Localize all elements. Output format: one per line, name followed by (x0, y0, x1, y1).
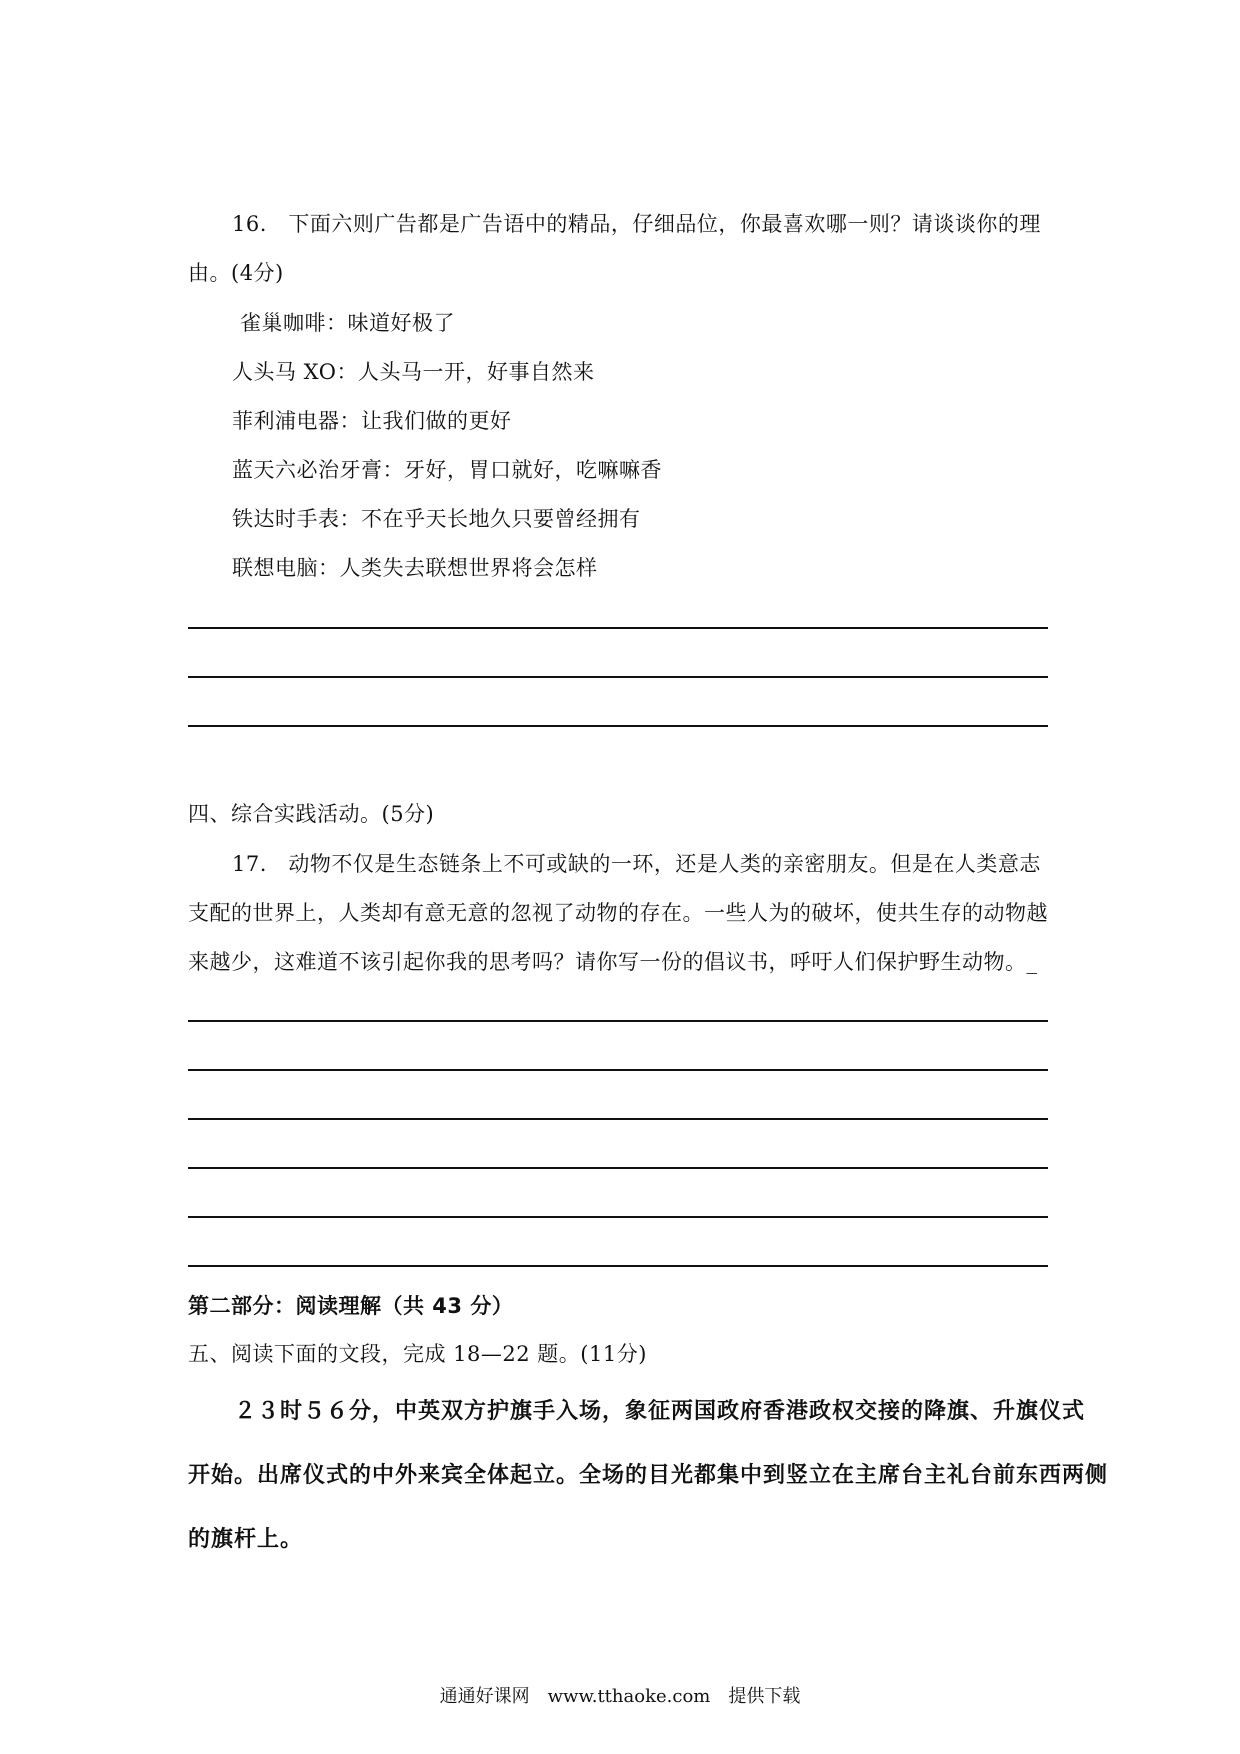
answer-line[interactable] (188, 1069, 1048, 1071)
page-footer: 通通好课网 www.tthaoke.com 提供下载 (439, 1686, 801, 1707)
answer-line[interactable] (188, 676, 1048, 678)
ad-item: 铁达时手表：不在乎天长地久只要曾经拥有 (232, 507, 641, 531)
answer-line[interactable] (188, 1020, 1048, 1022)
q16-prompt-line2: 由。(4分) (188, 261, 284, 285)
q17-line3: 来越少，这难道不该引起你我的思考吗？请你写一份的倡议书，呼吁人们保护野生动物。_ (188, 950, 1038, 974)
part2-heading: 第二部分：阅读理解（共 43 分） (188, 1294, 514, 1318)
answer-line[interactable] (188, 1216, 1048, 1218)
q16-prompt-line1: 16. 下面六则广告都是广告语中的精品，仔细品位，你最喜欢哪一则？请谈谈你的理 (232, 212, 1041, 236)
section4-heading: 四、综合实践活动。(5分) (188, 802, 435, 826)
answer-line[interactable] (188, 1265, 1048, 1267)
ad-item: 雀巢咖啡：味道好极了 (240, 311, 455, 335)
passage-line3: 的旗杆上。 (188, 1527, 304, 1552)
answer-line[interactable] (188, 627, 1048, 629)
ad-item: 蓝天六必治牙膏：牙好，胃口就好，吃嘛嘛香 (232, 458, 662, 482)
passage-line1: ２３时５６分，中英双方护旗手入场，象征两国政府香港政权交接的降旗、升旗仪式 (234, 1399, 1086, 1424)
answer-line[interactable] (188, 1118, 1048, 1120)
answer-line[interactable] (188, 1167, 1048, 1169)
ad-item: 人头马 XO：人头马一开，好事自然来 (232, 360, 595, 384)
q17-line1: 17. 动物不仅是生态链条上不可或缺的一环，还是人类的亲密朋友。但是在人类意志 (232, 852, 1041, 876)
ad-item: 联想电脑：人类失去联想世界将会怎样 (232, 556, 598, 580)
answer-line[interactable] (188, 725, 1048, 727)
q17-line2: 支配的世界上，人类却有意无意的忽视了动物的存在。一些人为的破坏，使共生存的动物越 (188, 901, 1048, 925)
ad-item: 菲利浦电器：让我们做的更好 (232, 409, 512, 433)
passage-line2: 开始。出席仪式的中外来宾全体起立。全场的目光都集中到竖立在主席台主礼台前东西两侧 (188, 1463, 1109, 1488)
section5-heading: 五、阅读下面的文段，完成 18—22 题。(11分) (188, 1342, 647, 1366)
